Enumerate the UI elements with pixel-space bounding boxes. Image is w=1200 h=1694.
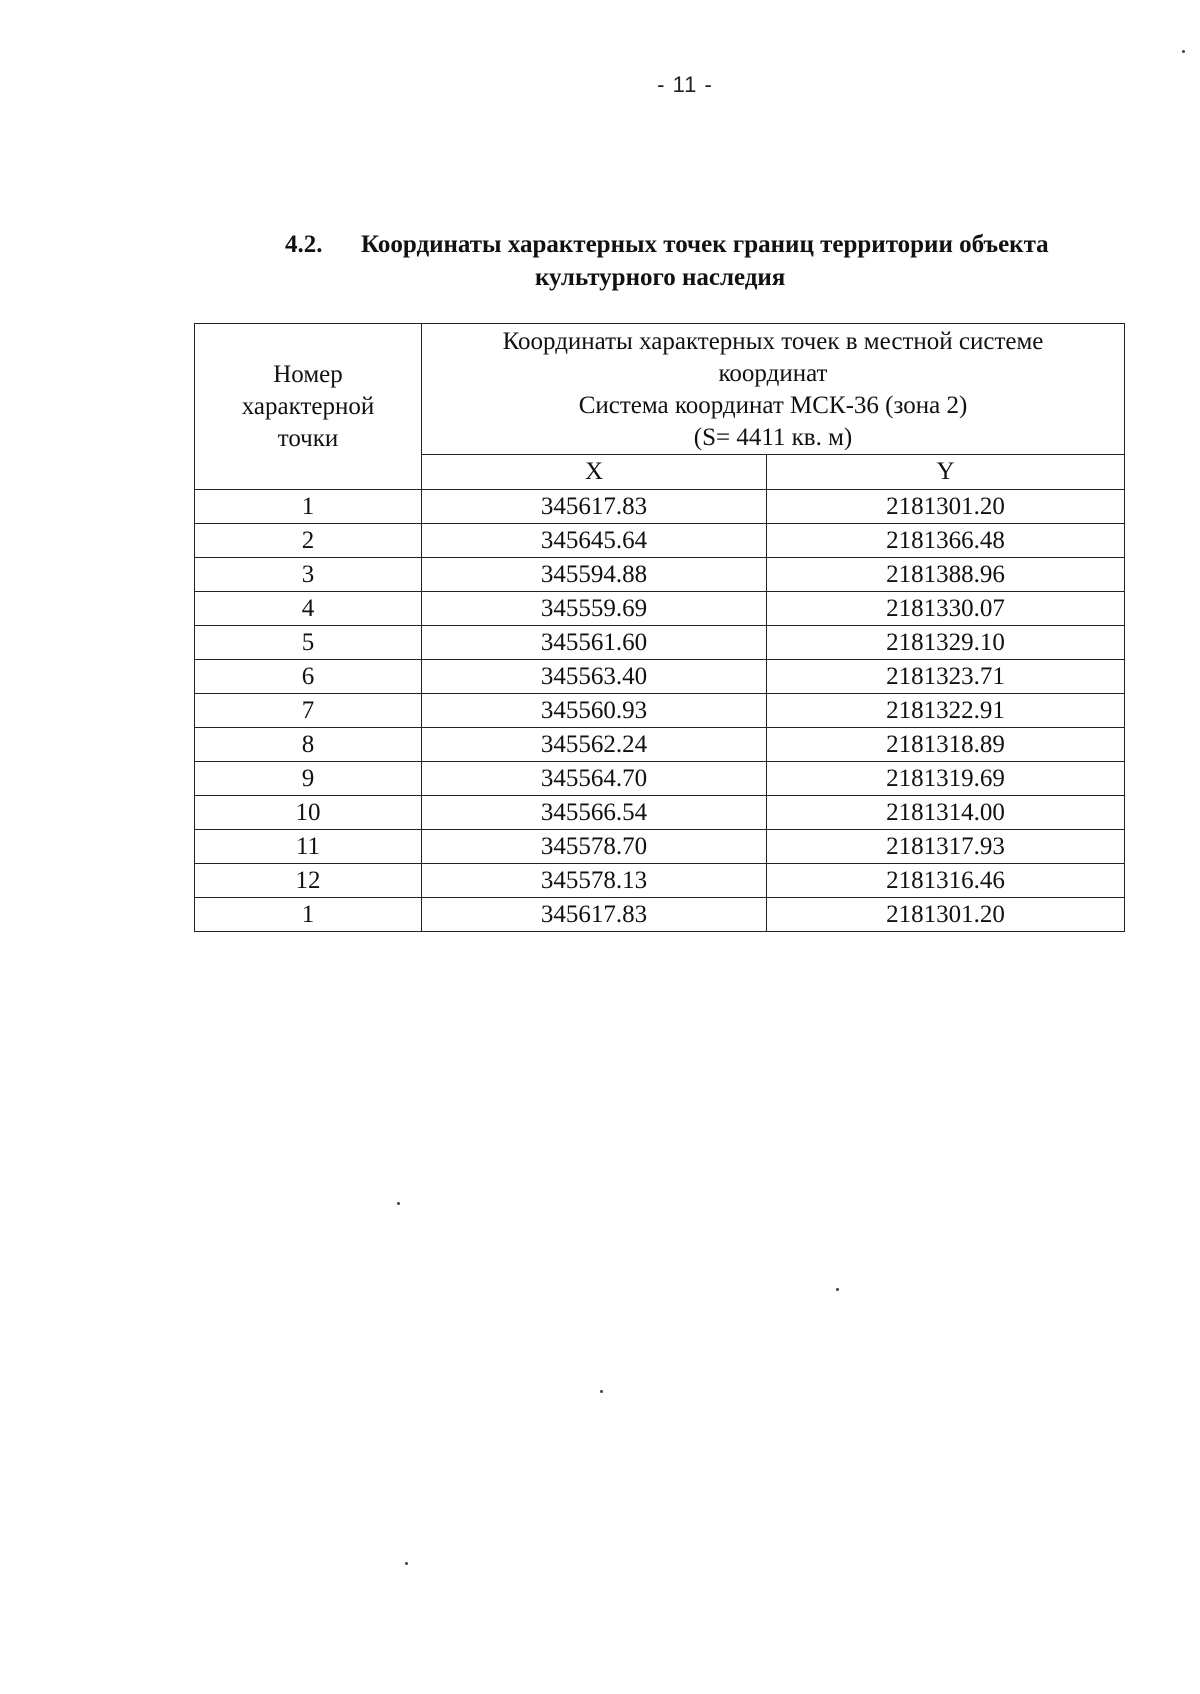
section-heading-line-1 — [285, 228, 1145, 261]
cell-x: 345564.70 — [422, 762, 767, 796]
cell-y: 2181319.69 — [767, 762, 1125, 796]
table-row — [195, 558, 1125, 592]
cell-y: 2181330.07 — [767, 592, 1125, 626]
header-x: X — [422, 455, 767, 490]
cell-point: 1 — [195, 898, 422, 932]
table-row — [195, 592, 1125, 626]
cell-y: 2181301.20 — [767, 490, 1125, 524]
table-row — [195, 524, 1125, 558]
cell-point: 11 — [195, 830, 422, 864]
cell-y: 2181318.89 — [767, 728, 1125, 762]
section-heading — [285, 228, 1145, 294]
cell-x: 345594.88 — [422, 558, 767, 592]
cell-x: 345578.13 — [422, 864, 767, 898]
cell-x: 345617.83 — [422, 490, 767, 524]
cell-point: 7 — [195, 694, 422, 728]
cell-x: 345560.93 — [422, 694, 767, 728]
cell-y: 2181366.48 — [767, 524, 1125, 558]
scan-speck — [836, 1288, 839, 1291]
cell-point: 6 — [195, 660, 422, 694]
section-title-line-2: культурного наследия — [535, 264, 786, 291]
cell-x: 345617.83 — [422, 898, 767, 932]
page-number: - 11 - — [657, 72, 713, 97]
scan-speck — [405, 1562, 408, 1565]
section-number: 4.2. — [285, 231, 323, 258]
cell-y: 2181317.93 — [767, 830, 1125, 864]
table-row — [195, 796, 1125, 830]
cell-x: 345561.60 — [422, 626, 767, 660]
table-row — [195, 762, 1125, 796]
scan-speck — [600, 1390, 603, 1393]
table-row — [195, 490, 1125, 524]
table-row — [195, 728, 1125, 762]
header-point-line: Номер — [273, 360, 343, 388]
cell-y: 2181388.96 — [767, 558, 1125, 592]
table-row — [195, 626, 1125, 660]
table-row — [195, 830, 1125, 864]
header-coordinate-system — [422, 324, 1125, 455]
section-title-line-1: Координаты характерных точек границ территории объекта — [361, 231, 1049, 258]
table-row — [195, 660, 1125, 694]
cell-point: 1 — [195, 490, 422, 524]
header-coord-line: (S= 4411 кв. м) — [693, 424, 853, 451]
cell-point: 9 — [195, 762, 422, 796]
header-point-number — [195, 324, 422, 490]
header-coord-line: Координаты характерных точек в местной системе — [502, 328, 1044, 355]
coordinates-table — [194, 323, 1125, 932]
header-point-line: точки — [277, 424, 339, 452]
table-row — [195, 694, 1125, 728]
header-y: Y — [767, 455, 1125, 490]
cell-point: 2 — [195, 524, 422, 558]
cell-x: 345566.54 — [422, 796, 767, 830]
header-point-line: характерной — [241, 392, 375, 420]
table-row — [195, 864, 1125, 898]
cell-y: 2181322.91 — [767, 694, 1125, 728]
scan-speck — [1182, 50, 1185, 53]
table-row — [195, 898, 1125, 932]
cell-x: 345578.70 — [422, 830, 767, 864]
cell-point: 3 — [195, 558, 422, 592]
cell-x: 345645.64 — [422, 524, 767, 558]
cell-x: 345563.40 — [422, 660, 767, 694]
header-coord-line: координат — [718, 360, 828, 387]
cell-y: 2181323.71 — [767, 660, 1125, 694]
cell-x: 345562.24 — [422, 728, 767, 762]
cell-point: 10 — [195, 796, 422, 830]
cell-x: 345559.69 — [422, 592, 767, 626]
cell-y: 2181329.10 — [767, 626, 1125, 660]
scan-speck — [397, 1202, 400, 1205]
cell-y: 2181316.46 — [767, 864, 1125, 898]
cell-point: 5 — [195, 626, 422, 660]
cell-point: 12 — [195, 864, 422, 898]
cell-y: 2181314.00 — [767, 796, 1125, 830]
cell-point: 4 — [195, 592, 422, 626]
cell-y: 2181301.20 — [767, 898, 1125, 932]
header-coord-line: Система координат МСК-36 (зона 2) — [578, 392, 968, 419]
cell-point: 8 — [195, 728, 422, 762]
